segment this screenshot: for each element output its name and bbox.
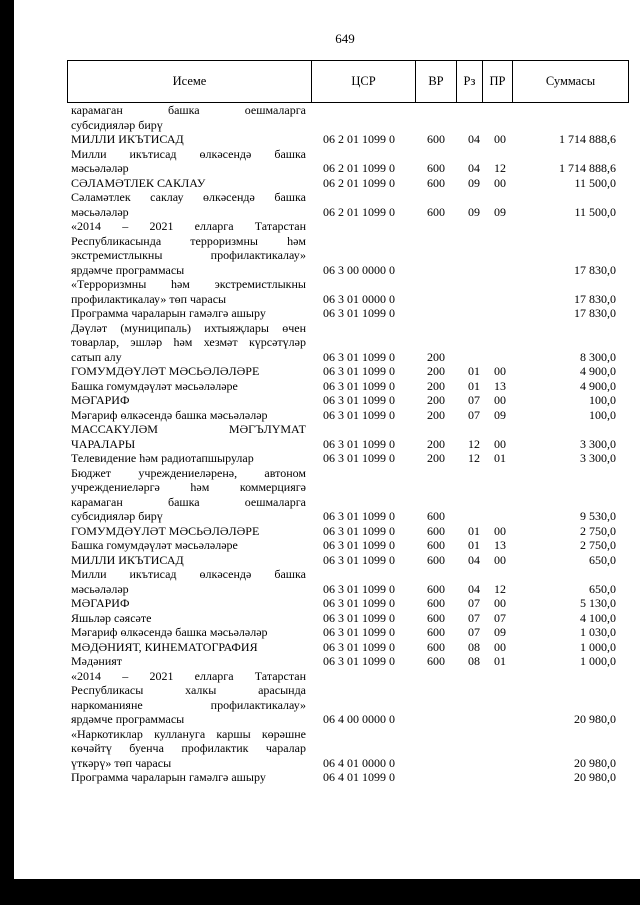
table-row: [71, 147, 616, 176]
row-rz: 08: [468, 639, 480, 654]
row-csr: 06 3 01 1099 0: [323, 625, 395, 639]
row-sum: 4 900,0: [580, 378, 616, 393]
row-name-line: мәсьәләләр: [71, 581, 129, 596]
row-vr: 200: [427, 393, 445, 407]
row-sum: 5 130,0: [580, 596, 616, 610]
row-csr: 06 3 01 1099 0: [323, 509, 395, 523]
row-vr: 600: [427, 610, 445, 625]
row-sum: 20 980,0: [574, 770, 616, 784]
row-csr: 06 3 01 1099 0: [323, 654, 395, 668]
row-csr: 06 3 01 1099 0: [323, 538, 395, 552]
row-sum: 1 714 888,6: [559, 161, 616, 175]
row-name-line: көчәйтү буенча профилактик чаралар: [71, 741, 306, 755]
row-sum: 9 530,0: [580, 509, 616, 523]
row-sum: 11 500,0: [574, 204, 616, 219]
row-name-line: Башка гомумдәүләт мәсьәләләре: [71, 378, 238, 393]
row-sum: 1 030,0: [580, 625, 616, 639]
row-vr: 600: [427, 132, 445, 146]
table-row: [71, 379, 616, 394]
row-name-line: Программа чараларын гамәлгә ашыру: [71, 306, 266, 320]
header-sum: Суммасы: [513, 61, 629, 103]
table-header: [67, 60, 629, 103]
row-rz: 04: [468, 581, 480, 596]
row-vr: 600: [427, 596, 445, 610]
row-rz: 04: [468, 161, 480, 175]
row-pr: 13: [494, 378, 506, 393]
table-row: [71, 625, 616, 640]
row-name-line: карамаган башка оешмаларга: [71, 103, 306, 117]
row-pr: 00: [494, 364, 506, 378]
row-sum: 1 714 888,6: [559, 132, 616, 146]
row-pr: 00: [494, 523, 506, 538]
row-name-line: профилактикалау» төп чарасы: [71, 291, 227, 306]
row-sum: 650,0: [589, 552, 616, 567]
row-vr: 600: [427, 523, 445, 538]
row-rz: 09: [468, 175, 480, 190]
row-csr: 06 3 01 1099 0: [323, 393, 395, 407]
table-row: [71, 596, 616, 611]
row-name-line: товарлар, эшләр һәм хезмәт күрсәтүләр: [71, 335, 306, 349]
table-row: [71, 364, 616, 379]
row-sum: 100,0: [589, 407, 616, 422]
row-name-line: «2014 – 2021 елларга Татарстан: [71, 668, 306, 683]
header-pr: ПР: [483, 61, 513, 103]
row-csr: 06 4 01 1099 0: [323, 770, 395, 784]
row-csr: 06 3 01 1099 0: [323, 610, 395, 625]
row-sum: 3 300,0: [580, 451, 616, 465]
row-pr: 09: [494, 407, 506, 422]
row-name-line: Мәдәният: [71, 654, 123, 668]
row-csr: 06 3 01 1099 0: [323, 581, 395, 596]
table-row: [71, 727, 616, 771]
row-sum: 11 500,0: [574, 175, 616, 190]
row-pr: 01: [494, 451, 506, 465]
row-pr: 00: [494, 175, 506, 190]
row-vr: 200: [427, 407, 445, 422]
header-vr: ВР: [416, 61, 457, 103]
row-csr: 06 2 01 1099 0: [323, 175, 395, 190]
row-name-line: МӘГАРИФ: [71, 596, 130, 610]
row-pr: 00: [494, 596, 506, 610]
row-rz: 12: [468, 436, 480, 451]
row-name-line: МӘГАРИФ: [71, 393, 130, 407]
row-vr: 200: [427, 364, 445, 378]
row-name-line: ярдәмче программасы: [71, 262, 185, 277]
row-sum: 2 750,0: [580, 538, 616, 552]
row-name-line: МАССАКҮЛӘМ МӘГЪЛҮМАТ: [71, 422, 306, 436]
row-sum: 20 980,0: [574, 755, 616, 770]
row-sum: 20 980,0: [574, 712, 616, 726]
row-sum: 3 300,0: [580, 436, 616, 451]
row-pr: 00: [494, 132, 506, 146]
row-name-line: МИЛЛИ ИКЪТИСАД: [71, 132, 184, 146]
row-csr: 06 2 01 1099 0: [323, 161, 395, 175]
header-rz: Рз: [457, 61, 483, 103]
row-name-line: үткәрү» төп чарасы: [71, 755, 172, 770]
row-vr: 600: [427, 625, 445, 639]
row-name-line: Башка гомумдәүләт мәсьәләләре: [71, 538, 238, 552]
table-row: [71, 132, 616, 147]
row-rz: 01: [468, 364, 480, 378]
scan-border-bottom: [0, 879, 640, 905]
row-sum: 2 750,0: [580, 523, 616, 538]
row-vr: 600: [427, 639, 445, 654]
row-rz: 07: [468, 610, 480, 625]
row-name-line: Милли икътисад өлкәсендә башка: [71, 146, 306, 161]
table-row: [71, 538, 616, 553]
row-pr: 09: [494, 204, 506, 219]
table-row: [71, 321, 616, 365]
table-row: [71, 567, 616, 596]
table-row: [71, 422, 616, 451]
row-sum: 17 830,0: [574, 306, 616, 320]
row-vr: 600: [427, 654, 445, 668]
table-row: [71, 190, 616, 219]
row-name-line: Программа чараларын гамәлгә ашыру: [71, 770, 266, 784]
row-name-line: МИЛЛИ ИКЪТИСАД: [71, 552, 184, 567]
row-vr: 600: [427, 538, 445, 552]
row-name-line: субсидияләр бирү: [71, 509, 163, 523]
row-sum: 650,0: [589, 581, 616, 596]
row-vr: 600: [427, 175, 445, 190]
row-vr: 600: [427, 161, 445, 175]
row-vr: 600: [427, 204, 445, 219]
row-csr: 06 4 01 0000 0: [323, 755, 395, 770]
table-body: [71, 103, 616, 785]
row-pr: 07: [494, 610, 506, 625]
row-rz: 07: [468, 393, 480, 407]
row-csr: 06 2 01 1099 0: [323, 204, 395, 219]
row-csr: 06 3 01 1099 0: [323, 378, 395, 393]
row-csr: 06 3 01 1099 0: [323, 639, 395, 654]
row-name-line: Дәүләт (муниципаль) ихтыяҗлары өчен: [71, 320, 306, 335]
row-sum: 8 300,0: [580, 349, 616, 364]
row-name-line: Сәламәтлек саклау өлкәсендә башка: [71, 190, 306, 204]
row-name-line: Милли икътисад өлкәсендә башка: [71, 567, 306, 581]
table-row: [71, 654, 616, 669]
row-vr: 200: [427, 349, 445, 364]
row-sum: 17 830,0: [574, 291, 616, 306]
row-name-line: ЧАРАЛАРЫ: [71, 436, 136, 451]
row-pr: 01: [494, 654, 506, 668]
row-vr: 600: [427, 509, 445, 523]
table-row: [71, 306, 616, 321]
row-rz: 01: [468, 538, 480, 552]
row-name-line: Яшьләр сәясәте: [71, 610, 152, 625]
row-csr: 06 3 01 1099 0: [323, 523, 395, 538]
row-name-line: МӘДӘНИЯТ, КИНЕМАТОГРАФИЯ: [71, 639, 258, 654]
row-name-line: мәсьәләләр: [71, 204, 129, 219]
row-vr: 200: [427, 378, 445, 393]
row-rz: 01: [468, 378, 480, 393]
row-pr: 13: [494, 538, 506, 552]
table-row: [71, 408, 616, 423]
row-pr: 00: [494, 552, 506, 567]
row-rz: 07: [468, 625, 480, 639]
row-pr: 12: [494, 161, 506, 175]
table-row: [71, 640, 616, 655]
table-row: [71, 553, 616, 568]
row-name-line: Мәгариф өлкәсендә башка мәсьәләләр: [71, 407, 268, 422]
row-rz: 09: [468, 204, 480, 219]
row-name-line: ГОМУМДӘҮЛӘТ МӘСЬӘЛӘЛӘРЕ: [71, 523, 260, 538]
row-sum: 1 000,0: [580, 654, 616, 668]
table-row: [71, 524, 616, 539]
row-name-line: Телевидение һәм радиотапшырулар: [71, 451, 254, 465]
row-pr: 09: [494, 625, 506, 639]
table-row: [71, 451, 616, 466]
row-vr: 600: [427, 581, 445, 596]
row-csr: 06 4 00 0000 0: [323, 712, 395, 726]
row-pr: 00: [494, 393, 506, 407]
row-name-line: Бюджет учреждениеләренә, автоном: [71, 465, 306, 480]
scan-border-left: [0, 0, 14, 905]
row-name-line: учреждениеләргә һәм коммерциягә: [71, 480, 306, 494]
row-csr: 06 3 01 1099 0: [323, 306, 395, 320]
row-rz: 12: [468, 451, 480, 465]
table-row: [71, 277, 616, 306]
header-name: Исеме: [68, 61, 312, 103]
row-vr: 600: [427, 552, 445, 567]
row-pr: 00: [494, 639, 506, 654]
row-sum: 4 100,0: [580, 610, 616, 625]
row-csr: 06 3 01 1099 0: [323, 451, 395, 465]
header-csr: ЦСР: [312, 61, 416, 103]
page-number: 649: [335, 31, 355, 46]
row-csr: 06 3 01 1099 0: [323, 407, 395, 422]
row-name-line: карамаган башка оешмаларга: [71, 494, 306, 509]
row-sum: 17 830,0: [574, 262, 616, 277]
row-csr: 06 3 00 0000 0: [323, 262, 395, 277]
table-row: [71, 770, 616, 785]
table-row: [71, 466, 616, 524]
row-sum: 4 900,0: [580, 364, 616, 378]
row-rz: 07: [468, 596, 480, 610]
row-name-line: ярдәмче программасы: [71, 712, 185, 726]
row-rz: 07: [468, 407, 480, 422]
row-vr: 200: [427, 451, 445, 465]
row-csr: 06 3 01 1099 0: [323, 596, 395, 610]
row-csr: 06 3 01 1099 0: [323, 364, 395, 378]
row-name-line: «2014 – 2021 елларга Татарстан: [71, 219, 306, 233]
table-row: [71, 176, 616, 191]
row-sum: 1 000,0: [580, 639, 616, 654]
row-csr: 06 3 01 0000 0: [323, 291, 395, 306]
table-row: [71, 611, 616, 626]
row-pr: 00: [494, 436, 506, 451]
row-vr: 200: [427, 436, 445, 451]
row-name-line: экстремистлыкны профилактикалау»: [71, 248, 306, 262]
row-name-line: субсидияләр бирү: [71, 117, 163, 132]
row-name-line: сатып алу: [71, 349, 122, 364]
table-row: [71, 393, 616, 408]
row-sum: 100,0: [589, 393, 616, 407]
row-name-line: Республикасы халкы арасында: [71, 683, 306, 697]
row-name-line: СӘЛАМӘТЛЕК САКЛАУ: [71, 175, 206, 190]
row-name-line: мәсьәләләр: [71, 161, 129, 175]
row-rz: 01: [468, 523, 480, 538]
row-name-line: ГОМУМДӘҮЛӘТ МӘСЬӘЛӘЛӘРЕ: [71, 364, 260, 378]
table-row: [71, 219, 616, 277]
row-csr: 06 3 01 1099 0: [323, 349, 395, 364]
row-name-line: «Наркотиклар куллануга каршы көрәшне: [71, 726, 306, 741]
row-name-line: «Терроризмны һәм экстремистлыкны: [71, 277, 306, 291]
row-csr: 06 2 01 1099 0: [323, 132, 395, 146]
row-pr: 12: [494, 581, 506, 596]
row-rz: 08: [468, 654, 480, 668]
row-rz: 04: [468, 132, 480, 146]
table-row: [71, 103, 616, 132]
row-name-line: наркоманияне профилактикалау»: [71, 697, 306, 712]
row-csr: 06 3 01 1099 0: [323, 552, 395, 567]
table-row: [71, 669, 616, 727]
row-name-line: Республикасында терроризмны һәм: [71, 233, 306, 248]
row-name-line: Мәгариф өлкәсендә башка мәсьәләләр: [71, 625, 268, 639]
row-rz: 04: [468, 552, 480, 567]
row-csr: 06 3 01 1099 0: [323, 436, 395, 451]
